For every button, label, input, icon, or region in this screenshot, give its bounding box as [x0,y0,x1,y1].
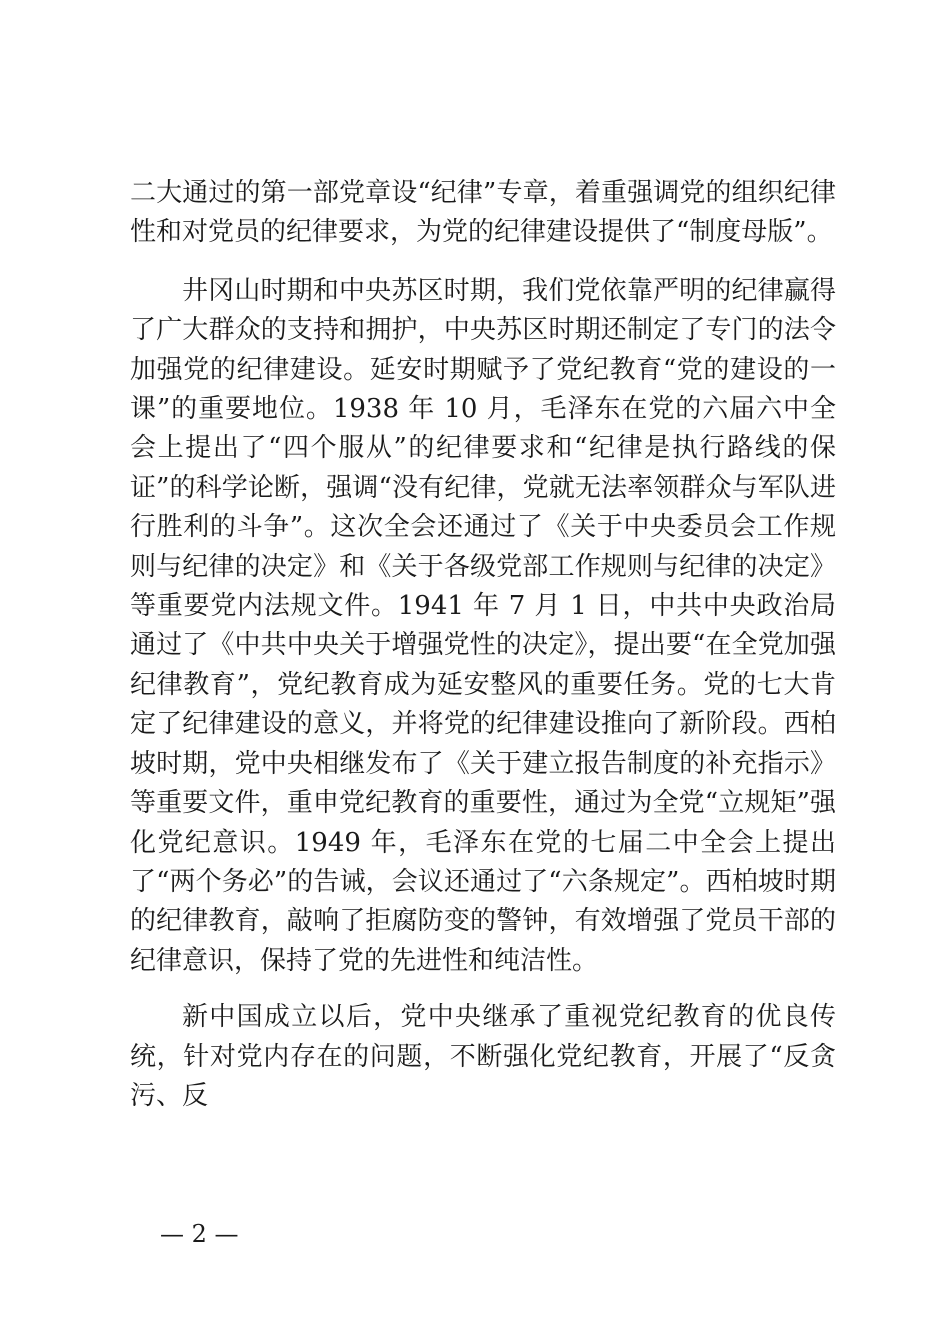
paragraph-3: 新中国成立以后，党中央继承了重视党纪教育的优良传统，针对党内存在的问题，不断强化党纪教育，开展了“反贪污、反 [130,1002,836,1111]
document-body [130,174,836,1116]
paragraph-2: 井冈山时期和中央苏区时期，我们党依靠严明的纪律赢得了广大群众的支持和拥护，中央苏区时期还制定了专门的法令加强党的纪律建设。延安时期赋予了党纪教育“党的建设的一课”的重要地位。1938 年 10 月，毛泽东在党的六届六中全会上提出了“四个服从”的纪律要求和“纪律是执行路线的保证”的科学论断，强调“没有纪律，党就无法率领群众与军队进行胜利的斗争”。这次全会还通过了《关于中央委员会工作规则与纪律的决定》和《关于各级党部工作规则与纪律的决定》等重要党内法规文件。1941 年 7 月 1 日，中共中央政治局通过了《中共中央关于增强党性的决定》，提出要“在全党加强纪律教育”，党纪教育成为延安整风的重要任务。党的七大肯定了纪律建设的意义，并将党的纪律建设推向了新阶段。西柏坡时期，党中央相继发布了《关于建立报告制度的补充指示》等重要文件，重申党纪教育的重要性，通过为全党“立规矩”强化党纪意识。1949 年，毛泽东在党的七届二中全会上提出了“两个务必”的告诫，会议还通过了“六条规定”。西柏坡时期的纪律教育，敲响了拒腐防变的警钟，有效增强了党员干部的纪律意识，保持了党的先进性和纯洁性。 [130,275,836,976]
paragraph-1: 二大通过的第一部党章设“纪律”专章，着重强调党的组织纪律性和对党员的纪律要求，为党的纪律建设提供了“制度母版”。 [130,178,836,248]
page-number: — 2 — [160,1220,239,1248]
